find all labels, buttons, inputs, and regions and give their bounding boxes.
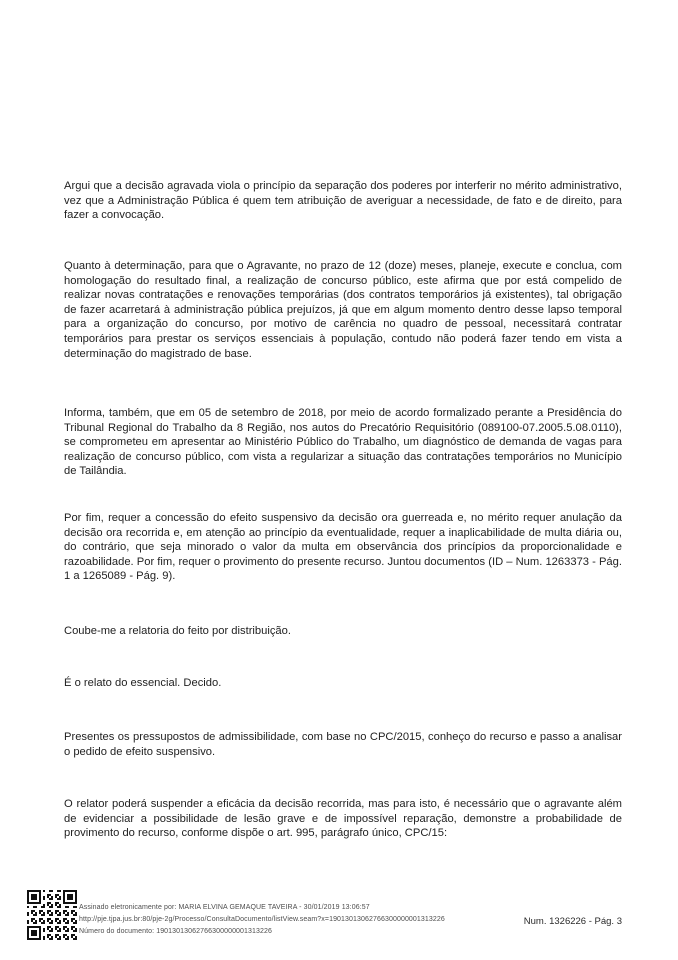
signature-url: http://pje.tjpa.jus.br:80/pje-2g/Processo/ConsultaDocumento/listView.seam?x=19013013062766300000001313226 bbox=[79, 916, 445, 923]
paragraph: Quanto à determinação, para que o Agravante, no prazo de 12 (doze) meses, planeje, execute e conclua, com homologação do resultado final, a realização de concurso público, este afirma que por está compelido de realizar novas contratações e renovações temporárias (dos contratos temporários já existentes), tal obrigação de fazer acarretará à administração pública prejuízos, já que em algum momento dentro desse lapso temporal para a organização do concurso, por motivo de carência no quadro de pessoal, necessitará contratar temporários para prestar os serviços essenciais à população, contudo não poderá fazer tendo em vista a determinação do magistrado de base. bbox=[64, 260, 622, 360]
document-number: Número do documento: 19013013062766300000001313226 bbox=[79, 928, 272, 935]
paragraph: Coube-me a relatoria do feito por distribuição. bbox=[64, 625, 291, 637]
paragraph: Informa, também, que em 05 de setembro de 2018, por meio de acordo formalizado perante a Presidência do Tribunal Regional do Trabalho da 8 Região, nos autos do Precatório Requisitório (089100-07.2005.5.08.0110), se comprometeu em apresentar ao Ministério Público do Trabalho, um diagnóstico de demanda de vagas para realização de concurso público, com vista a regularizar a situação das contratações temporários no Município de Tailândia. bbox=[64, 407, 622, 478]
qr-code-icon bbox=[27, 890, 77, 944]
paragraph: Argui que a decisão agravada viola o princípio da separação dos poderes por interferir no mérito administrativo, vez que a Administração Pública é quem tem atribuição de averiguar a necessidade, de fato e de direito, para fazer a convocação. bbox=[64, 180, 622, 222]
paragraph: É o relato do essencial. Decido. bbox=[64, 677, 222, 689]
paragraph: O relator poderá suspender a eficácia da decisão recorrida, mas para isto, é necessário que o agravante além de evidenciar a possibilidade de lesão grave e de impossível reparação, demonstre a probabilidade de provimento do recurso, conforme dispõe o art. 995, parágrafo único, CPC/15: bbox=[64, 798, 622, 840]
paragraph: Por fim, requer a concessão do efeito suspensivo da decisão ora guerreada e, no mérito requer anulação da decisão ora recorrida e, em atenção ao princípio da eventualidade, requer a inaplicabilidade de multa diária ou, do contrário, que seja minorado o valor da multa em observância dos princípios da proporcionalidade e razoabilidade. Por fim, requer o provimento do presente recurso. Juntou documentos (ID – Num. 1263373 - Pág. 1 a 1265089 - Pág. 9). bbox=[64, 512, 622, 583]
paragraph: Presentes os pressupostos de admissibilidade, com base no CPC/2015, conheço do recurso e passo a analisar o pedido de efeito suspensivo. bbox=[64, 731, 622, 758]
electronic-signature-block bbox=[79, 902, 445, 938]
page-number-label: Num. 1326226 - Pág. 3 bbox=[523, 916, 622, 927]
signature-line: Assinado eletronicamente por: MARIA ELVINA GEMAQUE TAVEIRA - 30/01/2019 13:06:57 bbox=[79, 904, 370, 911]
